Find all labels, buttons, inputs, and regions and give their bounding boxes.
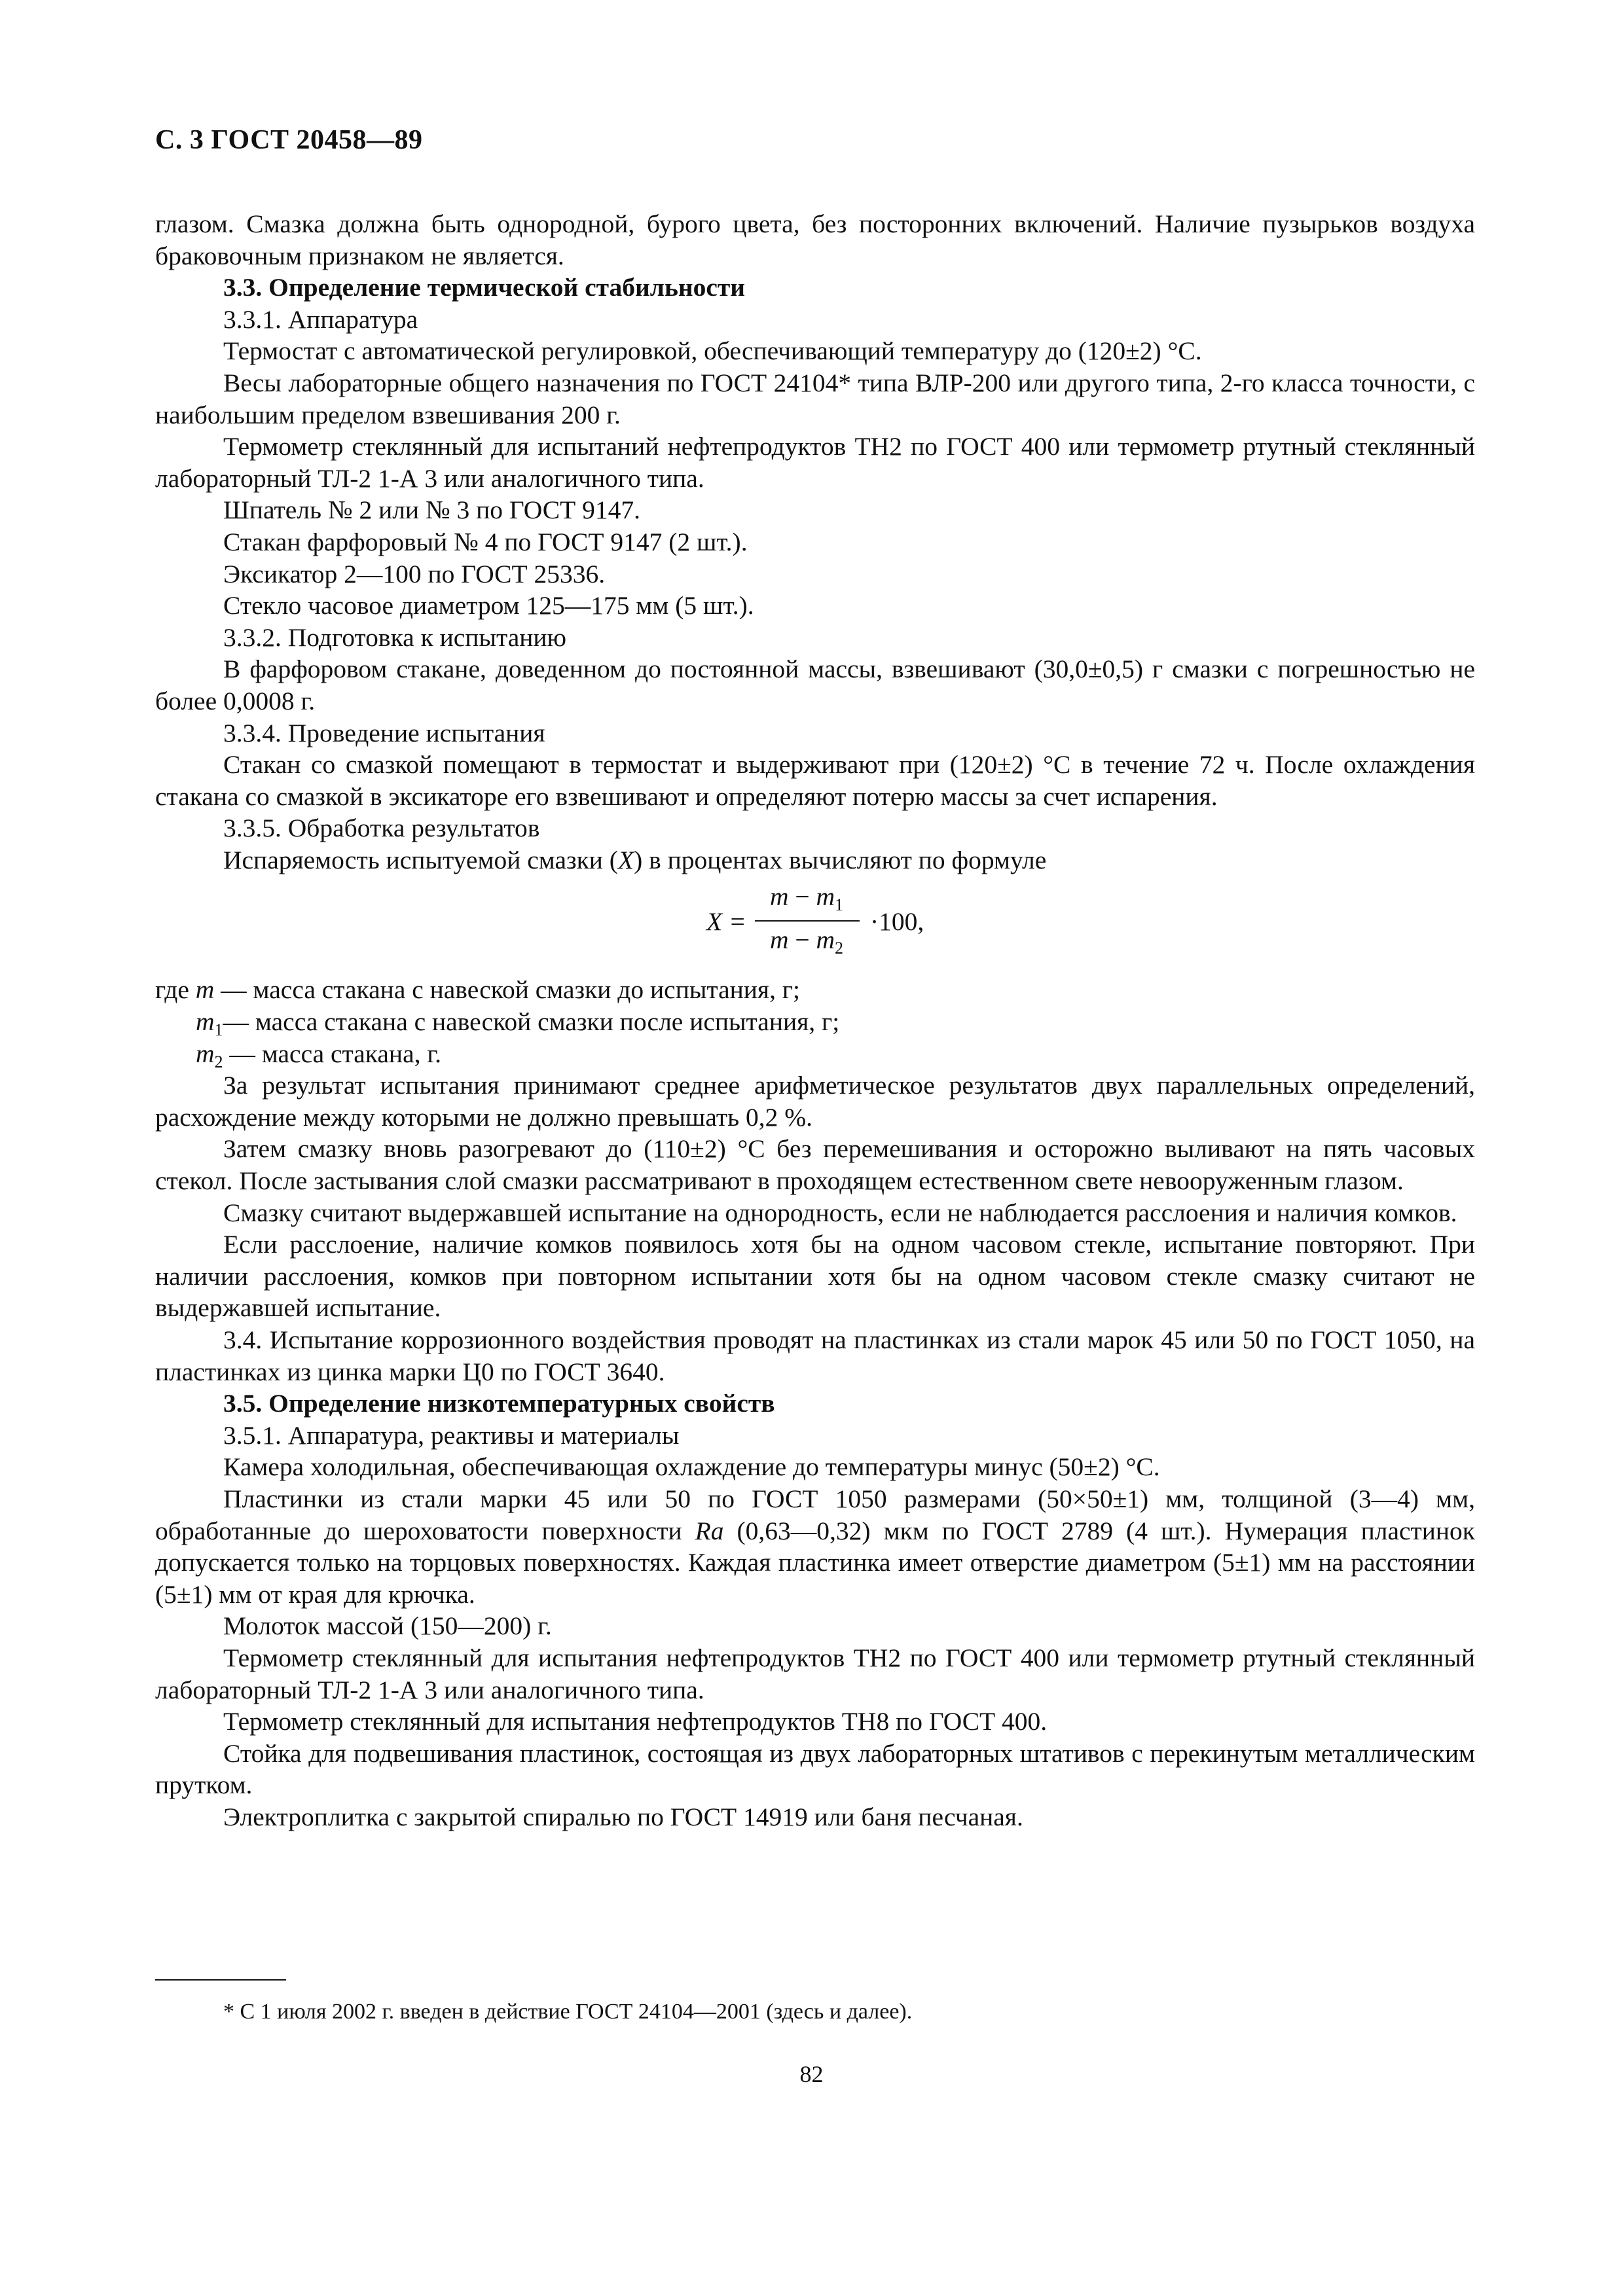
paragraph: Термостат с автоматической регулировкой, обеспечивающий температуру до (120±2) °С. <box>223 336 1202 366</box>
paragraph: Электроплитка с закрытой спиралью по ГОСТ 14919 или баня песчаная. <box>223 1802 1023 1831</box>
page-header: С. 3 ГОСТ 20458—89 <box>155 125 423 155</box>
paragraph: Если расслоение, наличие комков появилось хотя бы на одном часовом стекле, испытание повторяют. При наличии расслоения, комков при повторном испытании хотя бы на одном часовом стекле смазку считают не выдержавшей испытание. <box>155 1230 1475 1323</box>
paragraph: Весы лабораторные общего назначения по ГОСТ 24104* типа ВЛР-200 или другого типа, 2-го класса точности, с наибольшим пределом взвешивания 200 г. <box>155 368 1475 429</box>
paragraph: Молоток массой (150—200) г. <box>223 1611 552 1641</box>
text-span: где <box>155 975 196 1005</box>
text-span: Пластинки из стали марки 45 или 50 по ГОСТ 1050 размерами (50×50±1) мм, толщиной (3—4) мм, обработанные до шероховатости поверхности <box>155 1484 1475 1545</box>
subsection-heading: 3.3.5. Обработка результатов <box>223 814 540 843</box>
footnote: * С 1 июля 2002 г. введен в действие ГОСТ 24104—2001 (здесь и далее). <box>223 2000 913 2024</box>
operator: − <box>788 925 816 955</box>
paragraph: Стойка для подвешивания пластинок, состоящая из двух лабораторных штативов с перекинутым металлическим прутком. <box>155 1738 1475 1800</box>
paragraph <box>155 844 1475 876</box>
paragraph: 3.4. Испытание коррозионного воздействия проводят на пластинках из стали марок 45 или 50 по ГОСТ 1050, на пластинках из цинка марки Ц0 по ГОСТ 3640. <box>155 1325 1475 1386</box>
footnote-divider <box>155 1979 286 1981</box>
subscript: 1 <box>214 1020 223 1040</box>
definition-line <box>155 974 1475 1006</box>
text-span: ) в процентах вычисляют по формуле <box>634 845 1047 874</box>
formula-rhs: ·100, <box>870 907 924 937</box>
subsection-heading: 3.3.4. Проведение испытания <box>223 718 545 747</box>
paragraph <box>155 1483 1475 1610</box>
paragraph: Стекло часовое диаметром 125—175 мм (5 шт.). <box>223 591 754 620</box>
paragraph: В фарфоровом стакане, доведенном до постоянной массы, взвешивают (30,0±0,5) г смазки с погрешностью не более 0,0008 г. <box>155 655 1475 715</box>
formula <box>155 881 1475 965</box>
paragraph: глазом. Смазка должна быть однородной, бурого цвета, без посторонних включений. Наличие пузырьков воздуха браковочным признаком не является. <box>155 209 1475 270</box>
formula-numerator <box>752 881 861 913</box>
variable: Ra <box>695 1516 724 1545</box>
formula-denominator <box>752 924 861 956</box>
paragraph: За результат испытания принимают среднее арифметическое результатов двух параллельных определений, расхождение между которыми не должно превышать 0,2 %. <box>155 1071 1475 1132</box>
variable: m <box>769 882 789 912</box>
text-span: (0,63—0,32) мкм по ГОСТ 2789 (4 шт.). Нумерация пластинок допускается только на торцовых поверхностях. Каждая пластинка имеет отверстие диаметром (5±1) мм на расстоянии (5±1) мм от края для крючка. <box>155 1516 1475 1609</box>
text-span: Испаряемость испытуемой смазки ( <box>223 845 618 874</box>
paragraph: Стакан со смазкой помещают в термостат и выдерживают при (120±2) °С в течение 72 ч. После охлаждения стакана со смазкой в эксикаторе его взвешивают и определяют потерю массы за счет испарения. <box>155 750 1475 811</box>
paragraph: Камера холодильная, обеспечивающая охлаждение до температуры минус (50±2) °С. <box>223 1452 1160 1482</box>
variable: m <box>769 925 789 955</box>
variable: m <box>195 975 215 1005</box>
text-span: — масса стакана с навеской смазки до испытания, г; <box>214 975 801 1005</box>
paragraph: Шпатель № 2 или № 3 по ГОСТ 9147. <box>223 495 640 525</box>
text-span: — масса стакана, г. <box>223 1039 441 1068</box>
paragraph: Термометр стеклянный для испытания нефтепродуктов ТН8 по ГОСТ 400. <box>223 1707 1048 1736</box>
text-span: — масса стакана с навеской смазки после испытания, г; <box>223 1007 840 1037</box>
variable-definitions <box>155 974 1475 1069</box>
fraction-bar <box>755 920 860 922</box>
variable: m <box>196 1039 215 1068</box>
paragraph: Затем смазку вновь разогревают до (110±2) °С без перемешивания и осторожно выливают на пять часовых стекол. После застывания слой смазки рассматривают в проходящем естественном свете невооруженным глазом. <box>155 1134 1475 1196</box>
variable: m <box>816 882 835 912</box>
section-heading: 3.3. Определение термической стабильности <box>223 273 746 302</box>
variable: m <box>196 1007 215 1037</box>
section-heading: 3.5. Определение низкотемпературных свойств <box>223 1389 775 1418</box>
document-body <box>155 208 1475 1833</box>
paragraph: Смазку считают выдержавшей испытание на однородность, если не наблюдается расслоения и наличия комков. <box>223 1198 1457 1227</box>
variable: m <box>816 925 835 955</box>
paragraph: Эксикатор 2—100 по ГОСТ 25336. <box>223 559 606 588</box>
operator: − <box>788 882 816 912</box>
formula-lhs: X = <box>706 907 746 937</box>
page-number: 82 <box>799 2061 824 2087</box>
subsection-heading: 3.3.1. Аппаратура <box>223 304 418 334</box>
subscript: 2 <box>214 1052 223 1071</box>
subsection-heading: 3.5.1. Аппаратура, реактивы и материалы <box>223 1420 680 1450</box>
definition-line <box>155 1038 1475 1070</box>
variable: X <box>617 845 634 874</box>
subscript: 2 <box>835 939 844 958</box>
subsection-heading: 3.3.2. Подготовка к испытанию <box>223 622 567 652</box>
paragraph: Термометр стеклянный для испытаний нефтепродуктов ТН2 по ГОСТ 400 или термометр ртутный стеклянный лабораторный ТЛ-2 1-А 3 или аналогичного типа. <box>155 432 1475 493</box>
paragraph: Термометр стеклянный для испытания нефтепродуктов ТН2 по ГОСТ 400 или термометр ртутный стеклянный лабораторный ТЛ-2 1-А 3 или аналогичного типа. <box>155 1643 1475 1704</box>
definition-line <box>155 1006 1475 1038</box>
subscript: 1 <box>835 895 844 915</box>
paragraph: Стакан фарфоровый № 4 по ГОСТ 9147 (2 шт.). <box>223 527 748 556</box>
